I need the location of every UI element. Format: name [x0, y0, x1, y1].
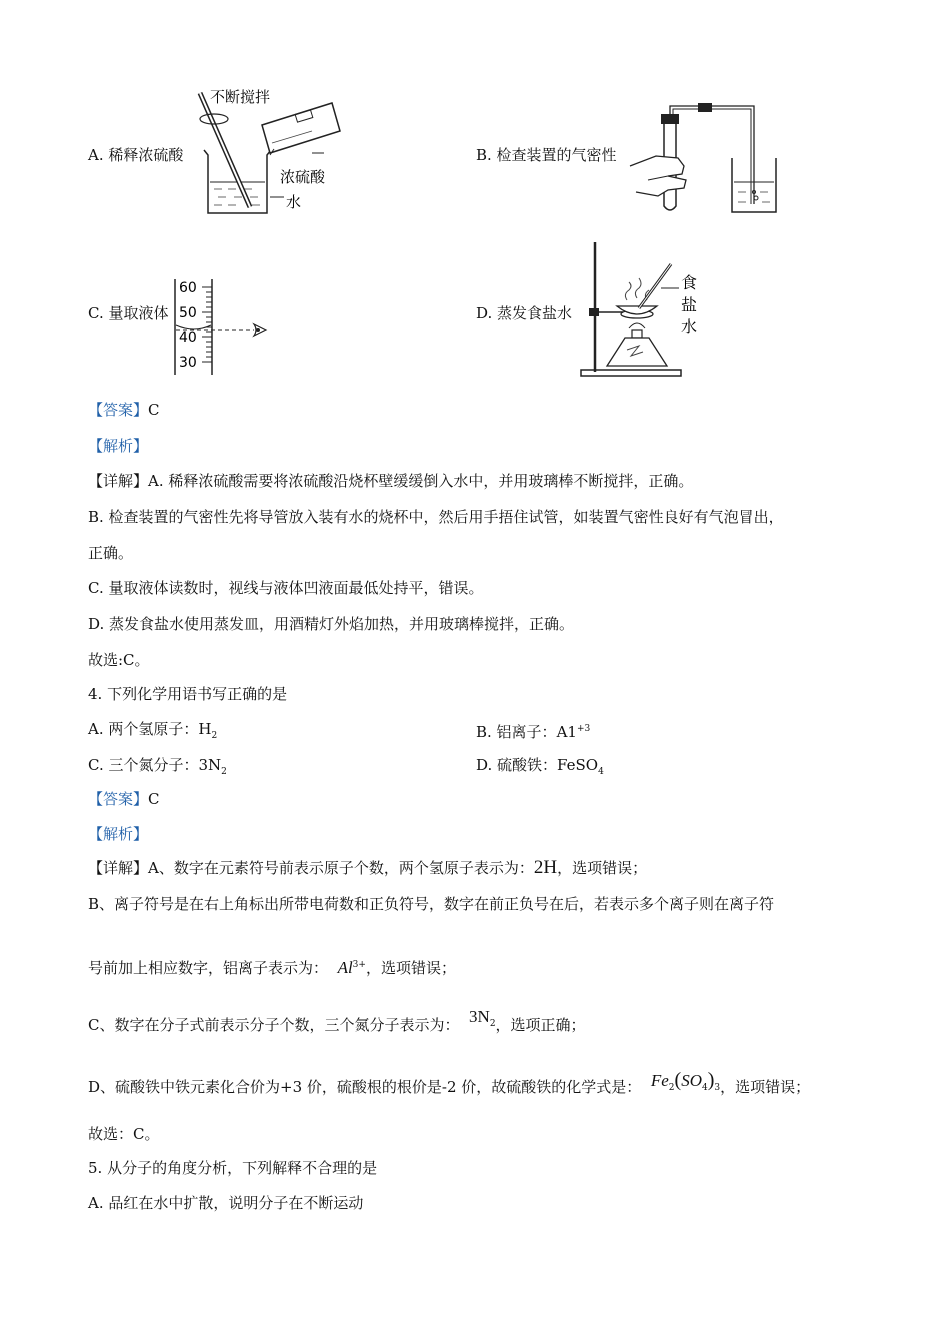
- q3-detail-b2: 正确。: [88, 544, 134, 562]
- figure-a-dilute-acid: [192, 85, 352, 220]
- q3-conclusion: 故选:C。: [88, 651, 150, 669]
- q3-analysis-tag: 【解析】: [88, 437, 149, 455]
- q4-option-c: C. 三个氮分子：$3N_2$: [88, 756, 227, 777]
- q3-detail-c: C. 量取液体读数时，视线与液体凹液面最低处持平，错误。: [88, 579, 484, 597]
- q5-option-a: A. 品红在水中扩散，说明分子在不断运动: [88, 1194, 364, 1212]
- stir-label: 不断搅拌: [210, 88, 271, 106]
- q4-detail-c: C、数字在分子式前表示分子个数，三个氮分子表示为： $3N_2$，选项正确；: [88, 1007, 586, 1034]
- q4-analysis-tag: 【解析】: [88, 825, 149, 843]
- salt-water-char-1: 食: [681, 273, 698, 292]
- q4-conclusion: 故选：C。: [88, 1125, 160, 1143]
- q4-option-a: A. 两个氢原子：$H_2$: [88, 720, 218, 741]
- salt-water-char-2: 盐: [681, 295, 698, 314]
- tick-40: 40: [179, 330, 197, 346]
- q3-detail-a: 【详解】A. 稀释浓硫酸需要将浓硫酸沿烧杯壁缓缓倒入水中，并用玻璃棒不断搅拌，正确。: [88, 472, 694, 490]
- water-label: 水: [286, 193, 302, 211]
- q4-option-b: B. 铝离子：$A1^{+3}$: [476, 723, 591, 741]
- figure-d-evaporation: [575, 238, 715, 380]
- figure-c-graduated-cylinder: [170, 275, 280, 377]
- tick-60: 60: [179, 280, 197, 296]
- q4-option-d: D. 硫酸铁：FeSO$_4$: [476, 756, 604, 777]
- salt-water-char-3: 水: [681, 317, 698, 336]
- figure-a-label: A. 稀释浓硫酸: [88, 146, 184, 164]
- q4-detail-b1: B、离子符号是在右上角标出所带电荷数和正负符号，数字在前正负号在后，若表示多个离子则在离子符: [88, 895, 775, 913]
- figure-b-airtightness: [628, 100, 778, 218]
- q4-answer: 【答案】C: [88, 790, 160, 808]
- q3-detail-d: D. 蒸发食盐水使用蒸发皿，用酒精灯外焰加热，并用玻璃棒搅拌，正确。: [88, 615, 575, 633]
- q4-detail-d: D、硫酸铁中铁元素化合价为+3 价，硫酸根的根价是-2 价，故硫酸铁的化学式是： $Fe_2(SO_4)_3$，选项错误；: [88, 1069, 811, 1096]
- figure-c-label: C. 量取液体: [88, 304, 169, 322]
- q4-detail-a: 【详解】A、数字在元素符号前表示原子个数，两个氢原子表示为：2H，选项错误；: [88, 857, 648, 878]
- acid-label: 浓硫酸: [280, 168, 326, 186]
- q4-detail-b2: 号前加上相应数字，铝离子表示为： $Al^{3+}$，选项错误；: [88, 958, 456, 977]
- figure-b-label: B. 检查装置的气密性: [476, 146, 617, 164]
- q4-stem: 4. 下列化学用语书写正确的是: [88, 685, 288, 703]
- tick-50: 50: [179, 305, 197, 321]
- q3-answer: 【答案】C: [88, 401, 160, 419]
- figure-d-label: D. 蒸发食盐水: [476, 304, 573, 322]
- tick-30: 30: [179, 355, 197, 371]
- q3-detail-b1: B. 检查装置的气密性先将导管放入装有水的烧杯中，然后用手捂住试管，如装置气密性良好有气泡冒出，: [88, 508, 784, 526]
- q5-stem: 5. 从分子的角度分析，下列解释不合理的是: [88, 1159, 378, 1177]
